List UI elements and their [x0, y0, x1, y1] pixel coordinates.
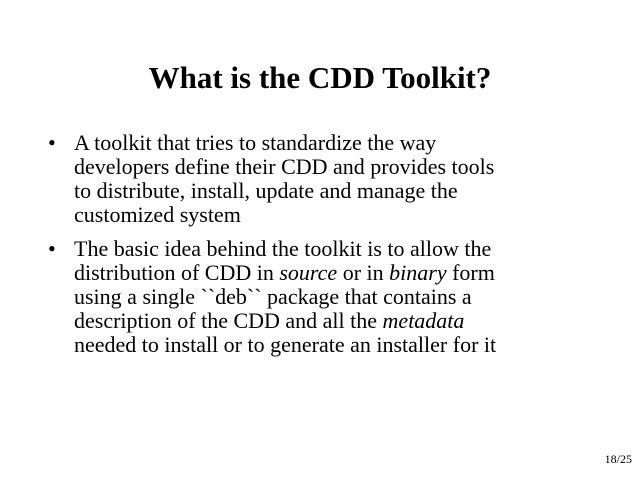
bullet-dot-icon: • [48, 236, 56, 261]
bullet-line: The basic idea behind the toolkit is to allow the [74, 236, 492, 261]
page-number: 18/25 [604, 452, 632, 466]
bullet-item-basic-idea [48, 237, 608, 357]
bullet-line: customized system [74, 202, 241, 227]
emphasis-source: source [279, 260, 338, 285]
text-segment: form [446, 260, 495, 285]
slide-title: What is the CDD Toolkit? [148, 60, 492, 95]
emphasis-metadata: metadata [382, 308, 465, 333]
text-segment: description of the CDD and all the [74, 308, 383, 333]
bullet-line: developers define their CDD and provides tools [74, 154, 495, 179]
bullet-line [74, 309, 608, 333]
text-segment: or in [337, 260, 390, 285]
bullet-line: using a single ``deb`` package that contains a [74, 284, 472, 309]
text-segment: distribution of CDD in [74, 260, 280, 285]
emphasis-binary: binary [389, 260, 447, 285]
bullet-line: to distribute, install, update and manage the [74, 178, 458, 203]
bullet-line [74, 261, 608, 285]
bullet-line: needed to install or to generate an installer for it [74, 332, 497, 357]
bullet-line: A toolkit that tries to standardize the way [74, 130, 437, 155]
bullet-list [48, 131, 608, 367]
bullet-dot-icon: • [48, 130, 56, 155]
bullet-item-toolkit [48, 131, 608, 227]
